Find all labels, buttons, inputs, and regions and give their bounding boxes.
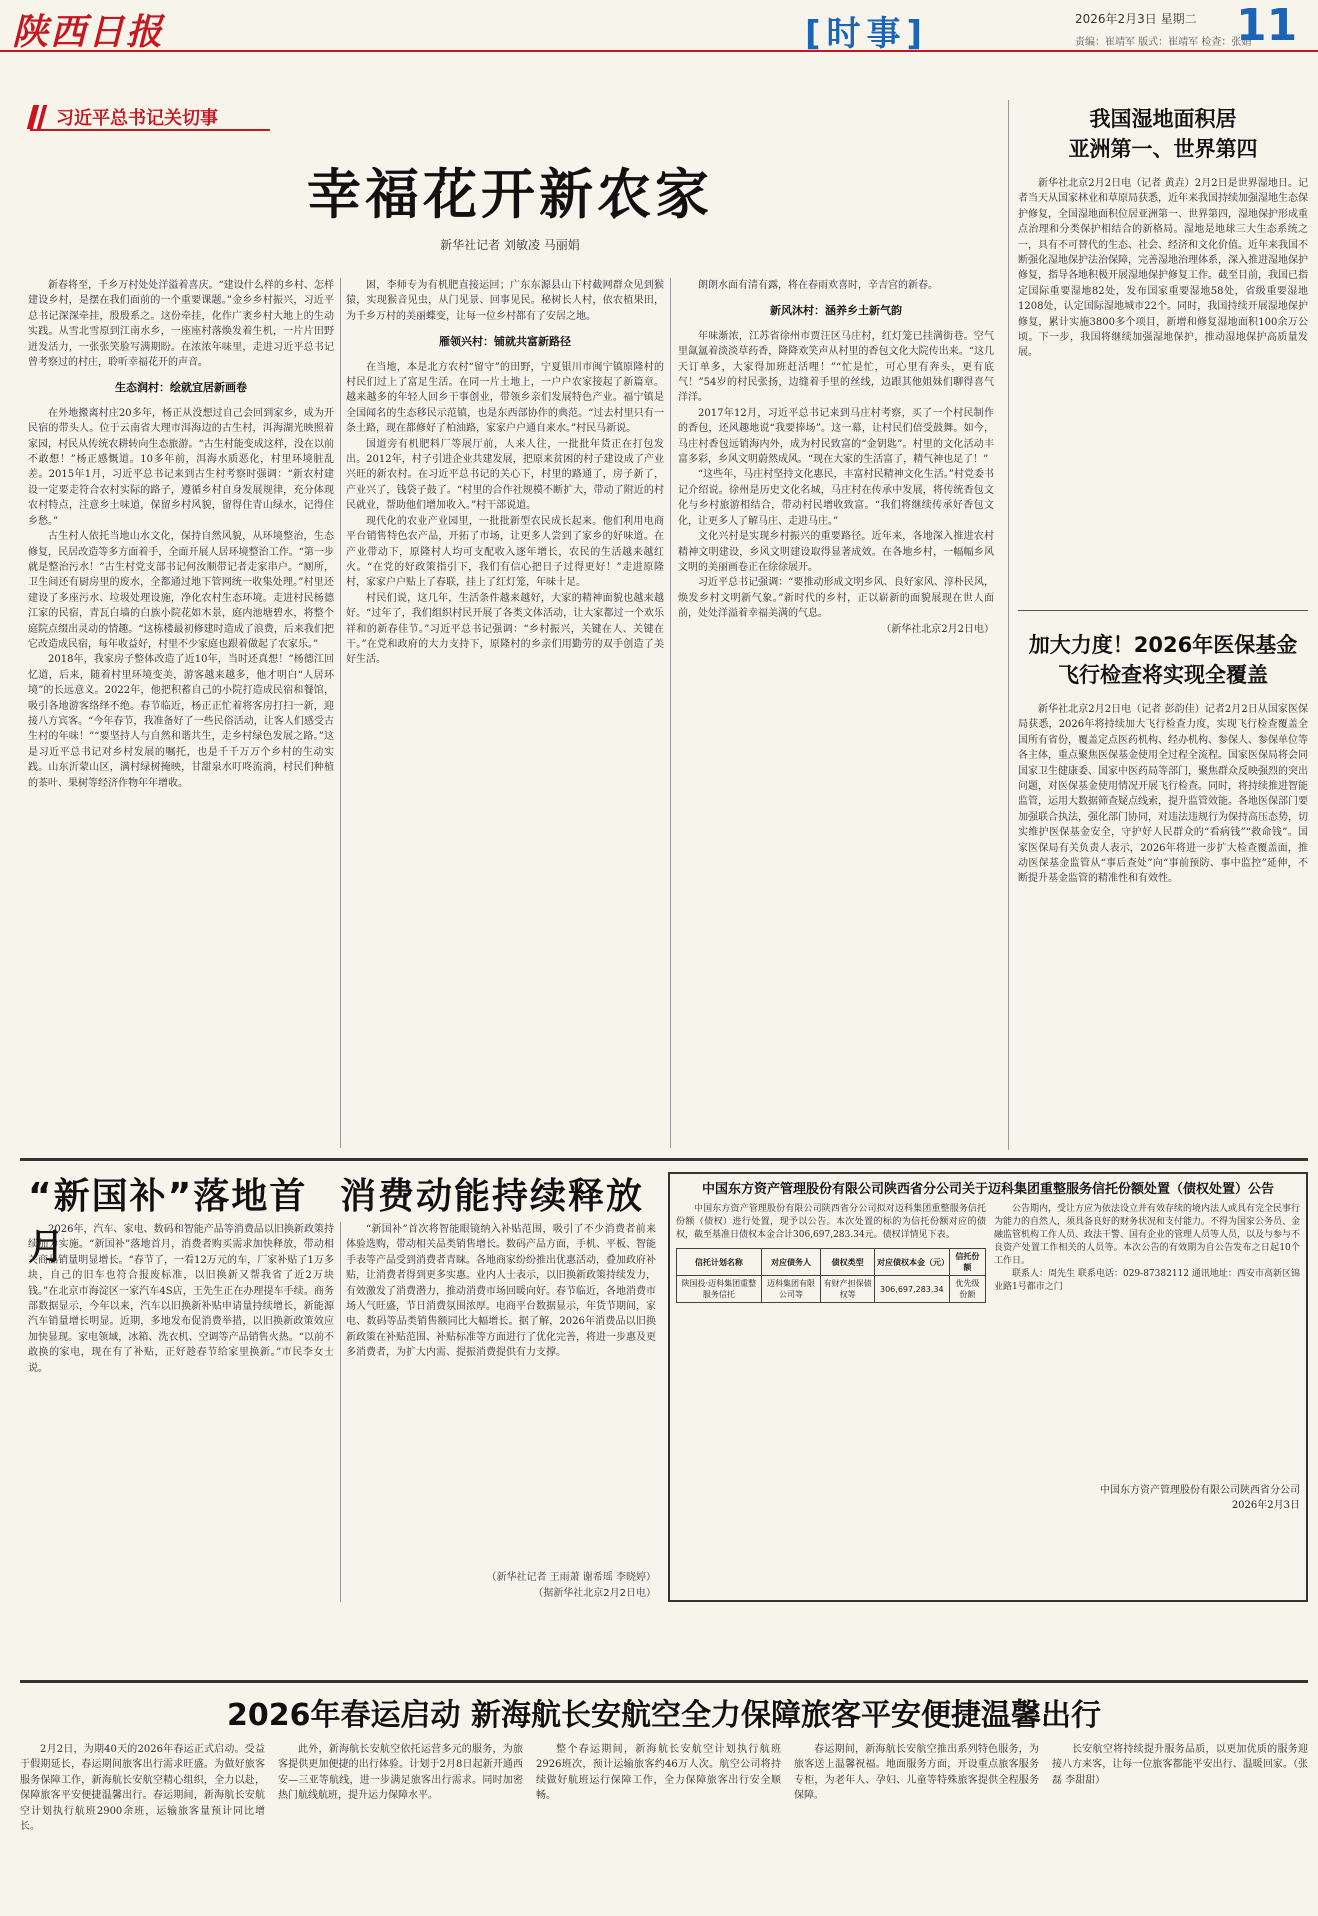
table-cell: 迈科集团有限公司等 [761,1276,821,1303]
lead-paragraph: 国道旁有机肥料厂等展厅前，人来人往，一批批年货正在打包发出。2012年，村子引进企业共建发展，把原来贫困的村子建设成了产业兴旺的新农村。在习近平总书记的关心下，村里的路通了，房子新了，产业兴了，钱袋子鼓了。“村里的合作社规模不断扩大，带动了附近的村民就业，帮助他们增加收入。”村干部说道。 [346,438,664,512]
column-rule [670,278,671,1148]
notice-title: 中国东方资产管理股份有限公司陕西省分公司关于迈科集团重整服务信托份额处置（债权处置）公告 [701,1182,1274,1197]
title-line: 亚洲第一、世界第四 [1068,137,1258,161]
consumption-credit: （新华社记者 王雨萧 谢希瑶 李晓婷） [486,1572,656,1583]
airline-paragraph: 整个春运期间，新海航长安航空计划执行航班2926班次，预计运输旅客约46万人次。航空公司将持续做好航班运行保障工作，全力保障旅客出行安全顺畅。 [536,1744,781,1802]
lead-paragraph: 年味渐浓，江苏省徐州市贾汪区马庄村，红灯笼已挂满街巷。空气里氤氲着淡淡草药香，降降欢笑声从村里的香包文化大院传出来。“这几天订单多，大家得加班赶活哩！”“忙是忙，可心里有奔头，更有底气！”54岁的村民张扬，边缝着手里的丝线，边跟其他姐妹们聊得喜气洋洋。 [678,330,994,404]
staff-line: 责编：崔靖军 版式：崔靖军 检查：张娟 [1075,37,1252,48]
notice-left [676,1203,986,1511]
consumption-paragraph: 2026年，汽车、家电、数码和智能产品等消费品以旧换新政策持续加力实施。“新国补”落地首月，消费者购买需求加快释放，带动相关商品销量明显增长。“春节了，一看12万元的车，厂家补贴了1万多块，自己的旧车也符合报废标准，以旧换新又帮我省了近2万块钱。”在北京市海淀区一家汽车4S店，王先生正在办理提车手续。商务部数据显示，今年以来，汽车以旧换新补贴申请量持续增长，新能源汽车销量增长明显。近期，多地发布促消费举措，以旧换新政策效应加快显现。家电领域，冰箱、洗衣机、空调等产品销售火热。“以前不敢换的家电，现在有了补贴，正好趁春节给家里换新。”市民李女士说。 [28,1224,334,1374]
lead-paragraph: 朗朗水面有清有露，将在春雨欢喜时，辛吉宫的新春。 [698,280,938,291]
airline-column-4 [794,1742,1039,1908]
column-rule [340,278,341,1148]
lead-paragraph: 2018年，我家房子整体改造了近10年，当时还真想！”杨德江回忆道，后来，随着村里环境变美，游客越来越多，他才明白“人居环境”的长远意义。2022年，他把积蓄自己的小院打造成民宿和餐馆，吸引各地游客络绎不绝。春节临近，杨正正忙着将客房打扫一新，迎接八方宾客。“今年春节，我准备好了一些民俗活动，让客人们感受古生村的年味！”“要坚持人与自然和谐共生，走乡村绿色发展之路。”这是习近平总书记对乡村发展的嘱托，也是千千万万个乡村的生动实践。山东沂蒙山区，满村绿树掩映，甘甜泉水叮咚流淌，村民们种植的茶叶、果树等经济作物年年增收。 [28,654,334,789]
lead-paragraph: 在当地，本是北方农村“留守”的田野，宁夏银川市闽宁镇原隆村的村民们过上了富足生活。在同一片土地上，一户户农家接起了新篇章。越来越多的年轻人回乡干事创业，带领乡亲们发展特色产业。福宁镇是全国闻名的生态移民示范镇，也是东西部协作的典范。“过去村里只有一条土路，现在都修好了柏油路，家家户户通自来水。”村民马新说。 [346,361,664,435]
title-line: 加大力度！2026年医保基金 [1028,633,1298,657]
airline-paragraph: 此外，新海航长安航空依托运营多元的服务，为旅客提供更加便捷的出行体验。计划于2月8日起新开通西安—三亚等航线，进一步满足旅客出行需求。同时加密热门航线航班，提升运力保障水平。 [278,1744,523,1802]
notice-signature: 中国东方资产管理股份有限公司陕西省分公司 [1100,1485,1300,1496]
lead-paragraph: 现代化的农业产业园里，一批批新型农民成长起来。他们利用电商平台销售特色农产品，开拓了市场，让更多人尝到了家乡的好味道。在产业带动下，原隆村人均可支配收入逐年增长，农民的生活越来越红火。“在党的好政策指引下，我们有信心把日子过得更好！”走进原隆村，家家户户贴上了春联，挂上了红灯笼，年味十足。 [346,515,664,589]
airline-paragraph: 长安航空将持续提升服务品质，以更加优质的服务迎接八方来客，让每一位旅客都能平安出行、温暖回家。（张磊 李甜甜） [1052,1744,1308,1786]
kicker-label: 习近平总书记关切事 [56,108,218,129]
lead-column-3 [678,278,994,1148]
side-story-1-body [1018,176,1308,596]
notice-body [676,1203,986,1242]
side-story-2-body [1018,702,1308,1148]
lead-paragraph: 困，李师专为有机肥直接运回；广东东源县山下村截网群众见到猴猿，实现猴音见虫，从门见景、回事见民。秘树长人村，依农植果田，为千乡万村的美丽蝶变，让每一位乡村都有了安居之地。 [346,280,664,322]
notice-contact: 联系人：周先生 联系电话：029-87382112 通讯地址：西安市高新区锦业路1号都市之门 [994,1269,1300,1292]
notice-date: 2026年2月3日 [1231,1500,1300,1511]
issue-date: 2026年2月3日 星期二 [1075,12,1197,26]
airline-column-1 [20,1742,265,1908]
notice-right [994,1203,1300,1511]
page-info [1075,10,1251,48]
consumption-headline-part1: “新国补”落地首月 [28,1176,308,1268]
newspaper-logo: 陕西日报 [12,11,165,53]
lead-subhead: 新风沐村：涵养乡土新气韵 [770,304,902,318]
consumption-dateline: （据新华社北京2月2日电） [533,1588,656,1599]
airline-headline: 2026年春运启动 新海航长安航空全力保障旅客平安便捷温馨出行 [227,1698,1101,1733]
notice-paragraph: 公告期内，受让方应为依法设立并有效存续的境内法人或具有完全民事行为能力的自然人，须具备良好的财务状况和支付能力。不得为国家公务员、金融监管机构工作人员、政法干警、国有企业的管理人员等人员，以及与参与不良资产处置工作相关的人员等。本次公告的有效期为自公告发布之日起10个工作日。 [994,1204,1300,1266]
table-header-cell: 对应债务人 [761,1249,821,1276]
column-kicker [30,103,270,131]
lead-column-2 [346,278,664,1148]
table-row [677,1276,986,1303]
table-header-cell: 对应债权本金（元） [874,1249,949,1276]
lead-paragraph: 古生村人依托当地山水文化，保持自然风貌，从环境整治，生态修复，民居改造等多方面着手，全面开展人居环境整治工作。“第一步就是整治污水！”古生村党支部书记何汝顺带记者走家串户。“厕所，卫生间还有厨房里的废水，全都通过地下管网统一收集处理。”村里还建设了多座污水、垃圾处理设施，净化农村生态环境。走进村民杨德江家的民宿，青瓦白墙的白族小院花如木景，庭内池塘碧水，将整个庭院点缀出灵动的情趣。“这栋楼最初修建时造成了浪费，后来我们把它改造成民宿，每年收益好，村里不少家庭也跟着做起了农家乐。” [28,531,334,650]
airline-column-3 [536,1742,781,1908]
table-cell: 306,697,283.34 [874,1276,949,1303]
airline-paragraph: 春运期间，新海航长安航空推出系列特色服务，为旅客送上温馨祝福。地面服务方面，开设重点旅客服务专柜，为老年人、孕妇、儿童等特殊旅客提供全程服务保障。 [794,1744,1039,1802]
table-header-cell: 信托计划名称 [677,1249,762,1276]
lead-paragraph: 村民们说，这几年，生活条件越来越好，大家的精神面貌也越来越好。“过年了，我们组织村民开展了各类文体活动，让大家都过一个欢乐祥和的新春佳节。”习近平总书记强调：“乡村振兴，关键在人、关键在干。”在党和政府的大力支持下，原隆村的乡亲们用勤劳的双手创造了美好生活。 [346,592,664,666]
section-divider [20,1158,1308,1161]
lead-subhead: 雁领兴村：铺就共富新路径 [439,335,571,349]
side-paragraph: 新华社北京2月2日电（记者 黄垚）2月2日是世界湿地日。记者当天从国家林业和草原局获悉，近年来我国持续加强湿地生态保护修复，全国湿地面积位居亚洲第一、世界第四，湿地保护形成重点治理和分类保护相结合的新格局。湿地是地球三大生态系统之一，具有不可替代的生态、社会、经济和文化价值。近年来我国不断强化湿地保护法治保障，完善湿地治理体系，深入推进湿地保护修复，指导各地积极开展湿地保护修复工作。截至目前，我国已指定国际重要湿地82处，发布国家重要湿地58处，省级重要湿地1208处，认定国际湿地城市22个。同时，我国持续开展湿地保护修复，累计实施3800多个项目，新增和修复湿地面积100余万公顷。下一步，我国将继续加强湿地保护，推动湿地保护高质量发展。 [1018,178,1308,359]
lead-paragraph: 新春将至，千乡万村处处洋溢着喜庆。“建设什么样的乡村、怎样建设乡村，是摆在我们面前的一个重要课题。”金乡乡村振兴，习近平总书记深深牵挂，殷殷系之。这份牵挂，化作广袤乡村大地上的生动实践。从雪北雪原到江南水乡，一座座村落焕发着生机，一片片田野迸发活力，一张张笑脸写满期盼。在浓浓年味里，走进习近平总书记曾考察过的村庄，聆听幸福花开的声音。 [28,280,334,369]
notice-paragraph: 中国东方资产管理股份有限公司陕西省分公司拟对迈科集团重整服务信托份额（债权）进行处置，现予以公告。本次处置的标的为信托份额对应的债权，截至基准日债权本金合计306,697,283.34元。债权详情见下表。 [676,1204,986,1240]
title-line: 我国湿地面积居 [1089,107,1237,131]
consumption-paragraph: “新国补”首次将智能眼镜纳入补贴范围，吸引了不少消费者前来体验选购，带动相关品类销售增长。数码产品方面，手机、平板、智能手表等产品受到消费者青睐。各地商家纷纷推出优惠活动，叠加政府补贴，让消费者得到更多实惠。业内人士表示，以旧换新政策持续发力，有效激发了消费潜力，推动消费市场回暖向好。春节临近，各地消费市场人气旺盛，节日消费氛围浓厚。电商平台数据显示，年货节期间，家电、数码等品类销售额同比大幅增长。据了解，2026年消费品以旧换新政策在补贴范围、补贴标准等方面进行了优化完善，将进一步惠及更多消费者，为扩大内需、提振消费提供有力支撑。 [346,1224,656,1359]
column-rule [1008,100,1009,1150]
airline-paragraph: 2月2日，为期40天的2026年春运正式启动。受益于假期延长，春运期间旅客出行需求旺盛。为做好旅客服务保障工作，新海航长安航空精心组织，全力以赴，保障旅客平安便捷温馨出行。春运期间，新海航长安航空计划执行航班2900余班，运输旅客量预计同比增长。 [20,1744,265,1833]
public-notice [668,1172,1308,1602]
side-story-2-title [1018,630,1308,690]
title-line: 飞行检查将实现全覆盖 [1058,663,1268,687]
kicker-bar [37,105,47,129]
lead-paragraph: 在外地搬离村庄20多年，杨正从没想过自己会回到家乡，成为开民宿的带头人。位于云南省大理市洱海边的古生村，洱海湖光映照着家园，村民从传统农耕转向生态旅游。“古生村能变成这样，没在以前不敢想！”杨正感慨道。10多年前，洱海水质恶化，村里环境脏乱差。2015年1月，习近平总书记来到古生村考察时强调：“新农村建设一定要走符合农村实际的路子，遵循乡村自身发展规律，充分体现农村特点，注意乡土味道，保留乡村风貌，留得住青山绿水，记得住乡愁。” [28,407,334,527]
lead-column-1 [28,278,334,1148]
notice-table [676,1248,986,1303]
table-cell: 优先级份额 [949,1276,985,1303]
lead-byline: 新华社记者 刘敏凌 马丽娟 [440,238,580,252]
section-divider [1018,610,1308,611]
lead-paragraph: 习近平总书记强调：“要推动形成文明乡风、良好家风、淳朴民风，焕发乡村文明新气象。”新时代的乡村，正以崭新的面貌展现在世人面前，处处洋溢着幸福美满的气息。 [678,577,994,620]
consumption-column-2 [346,1222,656,1562]
page-number: 11 [1236,0,1298,51]
table-cell: 陕国投·迈科集团重整服务信托 [677,1276,762,1303]
airline-column-2 [278,1742,523,1908]
side-paragraph: 新华社北京2月2日电（记者 彭韵佳）记者2月2日从国家医保局获悉，2026年将持续加大飞行检查力度，实现飞行检查覆盖全国所有省份，覆盖定点医药机构、经办机构、参保人、参保单位等各主体，重点聚焦医保基金使用全过程全流程。国家医保局将会同国家卫生健康委、国家中医药局等部门，聚焦群众反映强烈的突出问题，对医保基金使用情况开展飞行检查。同时，将持续推进智能监管，运用大数据筛查疑点线索，提升监管效能。各地医保部门要加强联合执法，强化部门协同，对违法违规行为保持高压态势，切实维护医保基金安全，守护好人民群众的“看病钱”“救命钱”。国家医保局有关负责人表示，2026年将进一步扩大检查覆盖面，推动医保基金监管从“事后查处”向“事前预防、事中监控”延伸，不断提升基金监管的精准性和有效性。 [1018,704,1308,885]
section-divider [20,1680,1308,1683]
side-story-1-title [1018,104,1308,164]
lead-paragraph: 2017年12月，习近平总书记来到马庄村考察，买了一个村民制作的香包，还风趣地说“我要捧场”。这一幕，让村民们倍受鼓舞。如今，马庄村香包远销海内外，成为村民致富的“金钥匙”。村里的文化活动丰富多彩，乡风文明蔚然成风。“现在大家的生活富了，精气神也足了！” [678,407,994,466]
lead-headline: 幸福花开新农家 [307,163,713,226]
table-header-cell: 信托份额 [949,1249,985,1276]
lead-dateline: （新华社北京2月2日电） [881,623,994,635]
airline-column-5 [1052,1742,1308,1908]
notice-table-header [677,1249,986,1276]
lead-paragraph: “这些年，马庄村坚持文化惠民，丰富村民精神文化生活。”村党委书记介绍说。徐州是历史文化名城，马庄村在传承中发展，将传统香包文化与乡村旅游相结合，带动村民增收致富。“我们将继续传承好香包文化，让更多人了解马庄、走进马庄。” [678,469,994,527]
lead-subhead: 生态润村：绘就宜居新画卷 [115,381,247,395]
notice-body [994,1203,1300,1473]
section-tag: [时事] [805,14,929,54]
column-rule [340,1222,341,1602]
table-cell: 有财产担保债权等 [821,1276,875,1303]
table-header-cell: 债权类型 [821,1249,875,1276]
lead-paragraph: 文化兴村是实现乡村振兴的重要路径。近年来，各地深入推进农村精神文明建设，乡风文明建设取得显著成效。在各地乡村，一幅幅乡风文明的美丽画卷正在徐徐展开。 [678,531,994,573]
consumption-column-1 [28,1222,334,1602]
consumption-headline-part2: 消费动能持续释放 [340,1176,645,1217]
